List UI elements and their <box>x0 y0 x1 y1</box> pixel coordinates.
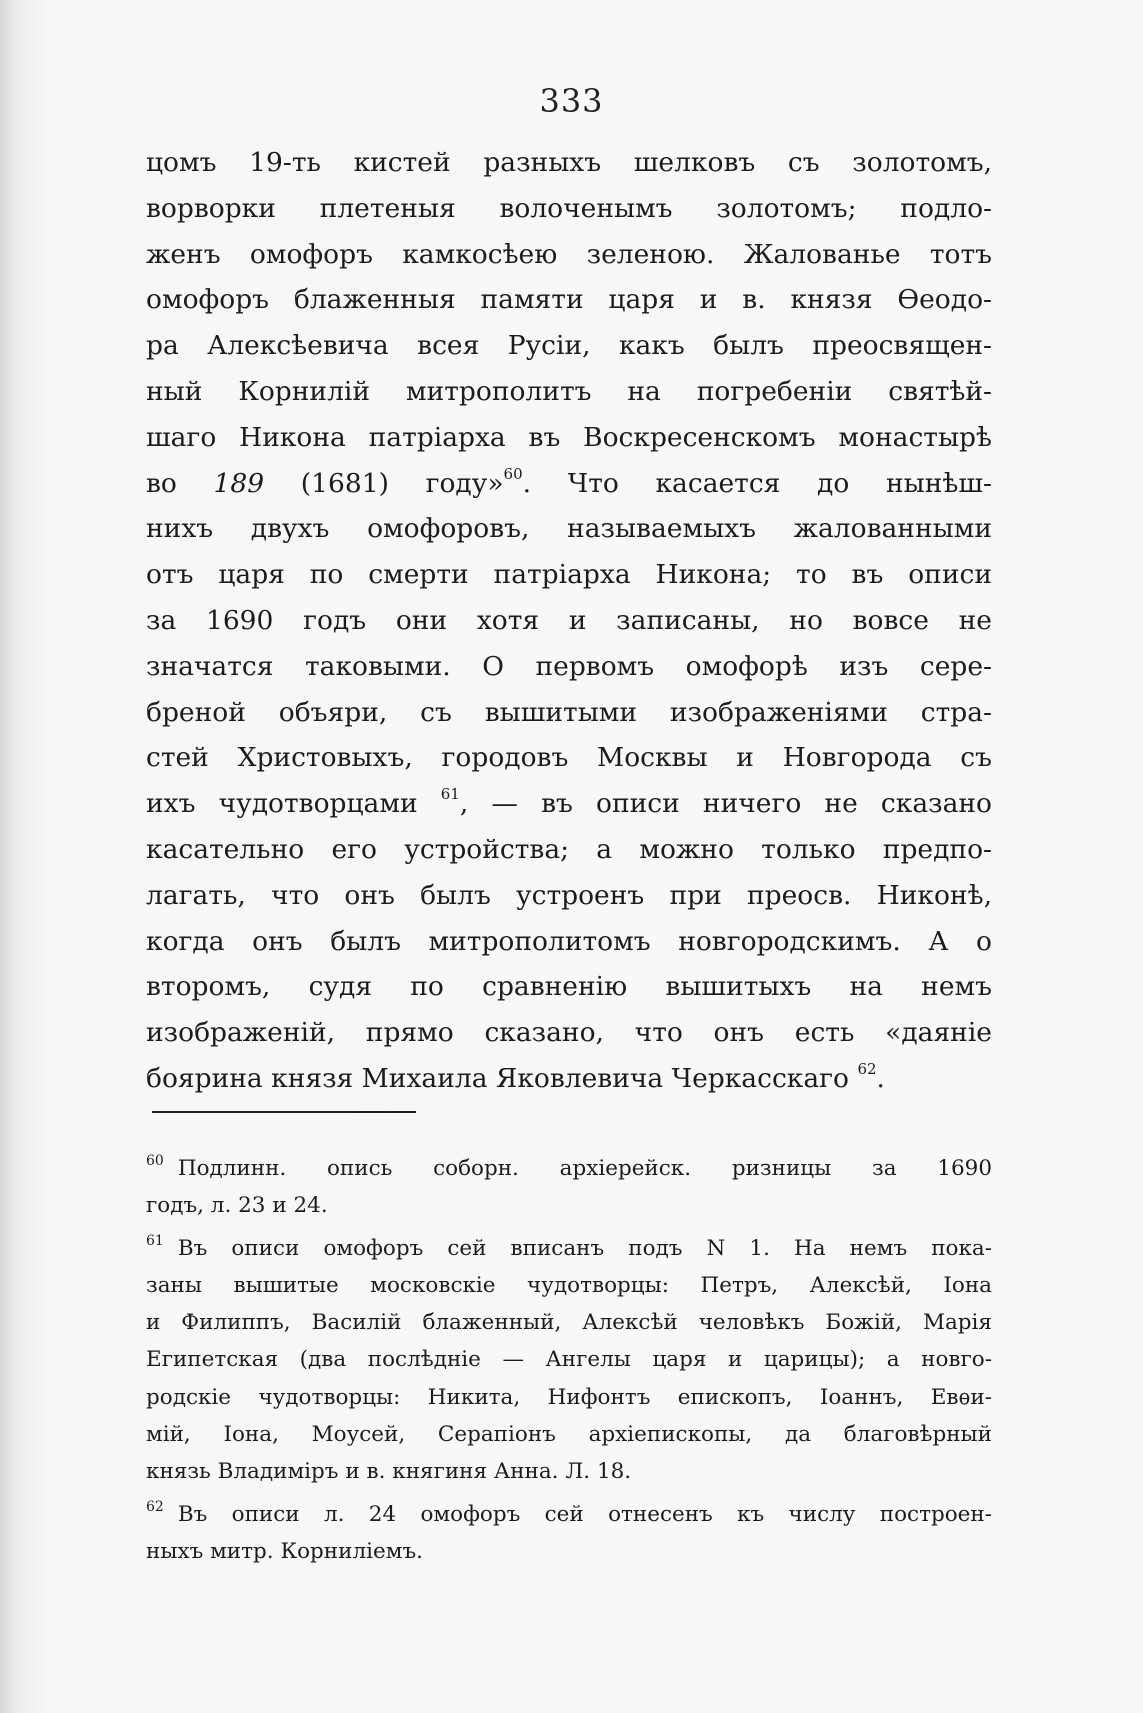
text-line: за 1690 годъ они хотя и записаны, но вовсе не <box>146 604 992 636</box>
text-line: отъ царя по смерти патріарха Никона; то въ описи <box>146 559 992 591</box>
footnote-60 <box>146 1150 992 1187</box>
text-line <box>146 461 992 507</box>
text-line: лагать, что онъ былъ устроенъ при преосв. Никонѣ, <box>146 879 992 911</box>
line-text: ихъ чудотворцами <box>146 788 418 820</box>
text-line: цомъ 19-ть кистей разныхъ шелковъ съ золотомъ, <box>146 147 992 178</box>
line-text: (1681) году» <box>264 467 504 499</box>
text-line: значатся таковыми. О первомъ омофорѣ изъ сере- <box>146 650 992 682</box>
footnote-62 <box>146 1496 992 1533</box>
footnote-text: Подлинн. опись соборн. архіерейск. ризницы за 1690 <box>177 1156 992 1181</box>
main-text <box>146 140 992 1102</box>
footnote-ref-60: 60 <box>503 464 523 483</box>
text-line: шаго Никона патріарха въ Воскресенскомъ монастырѣ <box>146 421 992 453</box>
text-line: стей Христовыхъ, городовъ Москвы и Новгорода съ <box>146 742 992 774</box>
line-text: . <box>876 1062 885 1094</box>
line-text: , — въ описи ничего не сказано <box>459 788 992 820</box>
text-line: женъ омофоръ камкосѣею зеленою. Жалованье тотъ <box>146 238 992 270</box>
footnote-line: заны вышитые московскіе чудотворцы: Петръ, Алексѣй, Іона <box>146 1272 992 1298</box>
line-text: боярина князя Михаила Яковлевича Черкасскаго <box>146 1062 849 1094</box>
footnote-separator <box>152 1111 416 1113</box>
text-line: изображеній, прямо сказано, что онъ есть «даяніе <box>146 1017 992 1049</box>
footnote-61 <box>146 1230 992 1267</box>
line-text: . Что касается до нынѣш- <box>522 467 992 499</box>
text-line: омофоръ блаженныя памяти царя и в. князя Ѳеодо- <box>146 284 992 316</box>
text-line: ворворки плетеныя волоченымъ золотомъ; подло- <box>146 192 992 224</box>
text-line: когда онъ былъ митрополитомъ новгородскимъ. А о <box>146 925 992 957</box>
footnote-line: князь Владиміръ и в. княгиня Анна. Л. 18. <box>146 1459 632 1485</box>
text-line: ра Алексѣевича всея Русіи, какъ былъ преосвящен- <box>146 330 992 362</box>
text-line <box>146 1056 992 1102</box>
footnote-ref-62: 62 <box>857 1059 877 1078</box>
footnote-line: и Филиппъ, Василій блаженный, Алексѣй человѣкъ Божій, Марія <box>146 1310 992 1336</box>
text-line: второмъ, судя по сравненію вышитыхъ на немъ <box>146 971 992 1003</box>
footnote-number: 62 <box>146 1498 164 1515</box>
text-line: касательно его устройства; а можно только предпо- <box>146 833 992 865</box>
text-line: нихъ двухъ омофоровъ, называемыхъ жалованными <box>146 513 992 545</box>
footnote-line: мій, Іона, Моусей, Серапіонъ архіепископы, да благовѣрный <box>146 1422 992 1448</box>
footnote-number: 60 <box>146 1153 164 1169</box>
footnote-ref-61: 61 <box>440 785 460 804</box>
footnotes <box>146 1150 992 1570</box>
text-line <box>146 781 992 827</box>
italic-year: 189 <box>213 467 265 499</box>
footnote-text: Въ описи омофоръ сей вписанъ подъ N 1. На немъ пока- <box>177 1235 992 1261</box>
page-number: 333 <box>539 82 604 120</box>
text-line: ный Корнилій митрополитъ на погребеніи святѣй- <box>146 375 992 407</box>
line-text: во <box>146 467 214 499</box>
footnote-line: Египетская (два послѣдніе — Ангелы царя и царицы); а новго- <box>146 1347 992 1373</box>
footnote-number: 61 <box>146 1232 164 1249</box>
footnote-text: Въ описи л. 24 омофоръ сей отнесенъ къ числу построен- <box>177 1501 992 1527</box>
footnote-line: ныхъ митр. Корниліемъ. <box>146 1538 423 1564</box>
footnote-line: родскіе чудотворцы: Никита, Нифонтъ епископъ, Іоаннъ, Евѳи- <box>146 1384 992 1410</box>
text-line: бреной объяри, съ вышитыми изображеніями стра- <box>146 696 992 728</box>
footnote-line: годъ, л. 23 и 24. <box>146 1193 328 1219</box>
